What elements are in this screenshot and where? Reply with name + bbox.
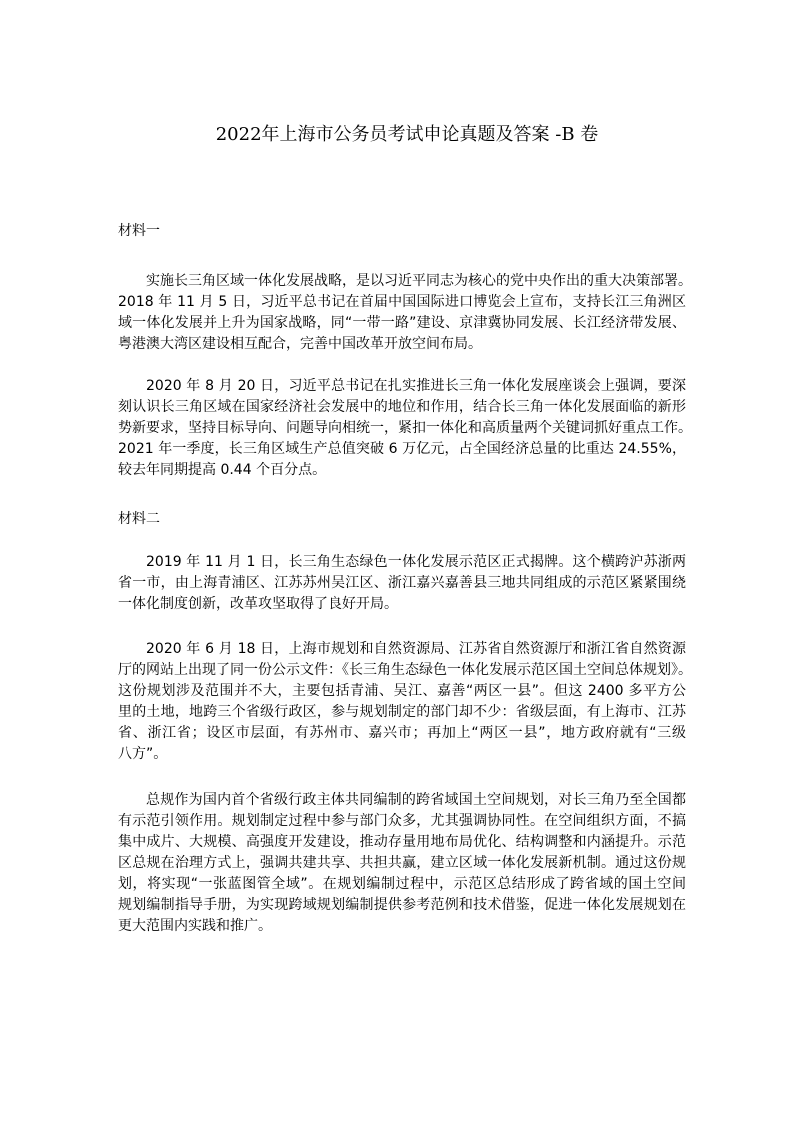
paragraph-line: 一体化制度创新，改革攻坚取得了良好开局。 [118, 596, 398, 612]
paragraph-line: 有示范引领作用。规划制定过程中参与部门众多，尤其强调协同性。在空间组织方面，不搞 [118, 813, 686, 829]
paragraph-line: 里的土地，地跨三个省级行政区，参与规划制定的部门却不少：省级层面，有上海市、江苏 [118, 704, 686, 720]
paragraph-line: 八方”。 [118, 746, 168, 762]
paragraph [118, 376, 692, 481]
paragraph-line: 划，将实现“一张蓝图管全域”。在规划编制过程中，示范区总结形成了跨省域的国土空间 [118, 876, 686, 892]
paragraph-line: 区总规在治理方式上，强调共建共享、共担共赢，建立区域一体化发展新机制。通过这份规 [118, 855, 686, 871]
paragraph-line: 势新要求，坚持目标导向、问题导向相统一，紧扣一体化和高质量两个关键词抓好重点工作。 [118, 420, 692, 436]
paragraph-line: 刻认识长三角区域在国家经济社会发展中的地位和作用，结合长三角一体化发展面临的新形 [118, 399, 686, 415]
paragraph-line: 较去年同期提高 0.44 个百分点。 [118, 462, 327, 478]
paragraph-line: 省一市，由上海青浦区、江苏苏州吴江区、浙江嘉兴嘉善县三地共同组成的示范区紧紧围绕 [118, 575, 686, 591]
paragraph-line: 2020 年 6 月 18 日，上海市规划和自然资源局、江苏省自然资源厅和浙江省自然资源 [146, 641, 686, 657]
paragraph-line: 集中成片、大规模、高强度开发建设，推动存量用地布局优化、结构调整和内涵提升。示范 [118, 834, 686, 850]
paragraph-line: 2021 年一季度，长三角区域生产总值突破 6 万亿元，占全国经济总量的比重达 24.55%， [118, 441, 686, 457]
section-heading-material-2: 材料二 [118, 511, 160, 527]
document-title: 2022年上海市公务员考试申论真题及答案 -B 卷 [215, 124, 599, 145]
paragraph [118, 639, 692, 765]
paragraph-line: 厅的网站上出现了同一份公示文件：《长三角生态绿色一体化发展示范区国土空间总体规划》。 [118, 662, 692, 678]
paragraph-line: 省、浙江省；设区市层面，有苏州市、嘉兴市；再加上“两区一县”，地方政府就有“三级 [118, 725, 686, 741]
paragraph-line: 2019 年 11 月 1 日，长三角生态绿色一体化发展示范区正式揭牌。这个横跨沪苏浙两 [146, 554, 686, 570]
paragraph-line: 粤港澳大湾区建设相互配合，完善中国改革开放空间布局。 [118, 336, 482, 352]
paragraph [118, 552, 686, 615]
paragraph-line: 域一体化发展并上升为国家战略，同“一带一路”建设、京津冀协同发展、长江经济带发展、 [118, 315, 686, 331]
paragraph [118, 790, 686, 937]
paragraph-line: 实施长三角区域一体化发展战略，是以习近平同志为核心的党中央作出的重大决策部署。 [146, 273, 692, 289]
paragraph [118, 271, 692, 355]
paragraph-line: 规划编制指导手册，为实现跨域规划编制提供参考范例和技术借鉴，促进一体化发展规划在 [118, 897, 686, 913]
paragraph-line: 2018 年 11 月 5 日，习近平总书记在首届中国国际进口博览会上宣布，支持长江三角洲区 [118, 294, 686, 310]
paragraph-line: 总规作为国内首个省级行政主体共同编制的跨省域国土空间规划，对长三角乃至全国都 [146, 792, 686, 808]
section-heading-material-1: 材料一 [118, 223, 160, 239]
paragraph-line: 更大范围内实践和推广。 [118, 918, 272, 934]
paragraph-line: 这份规划涉及范围并不大，主要包括青浦、吴江、嘉善“两区一县”。但这 2400 多平方公 [118, 683, 686, 699]
paragraph-line: 2020 年 8 月 20 日，习近平总书记在扎实推进长三角一体化发展座谈会上强调，要深 [146, 378, 686, 394]
